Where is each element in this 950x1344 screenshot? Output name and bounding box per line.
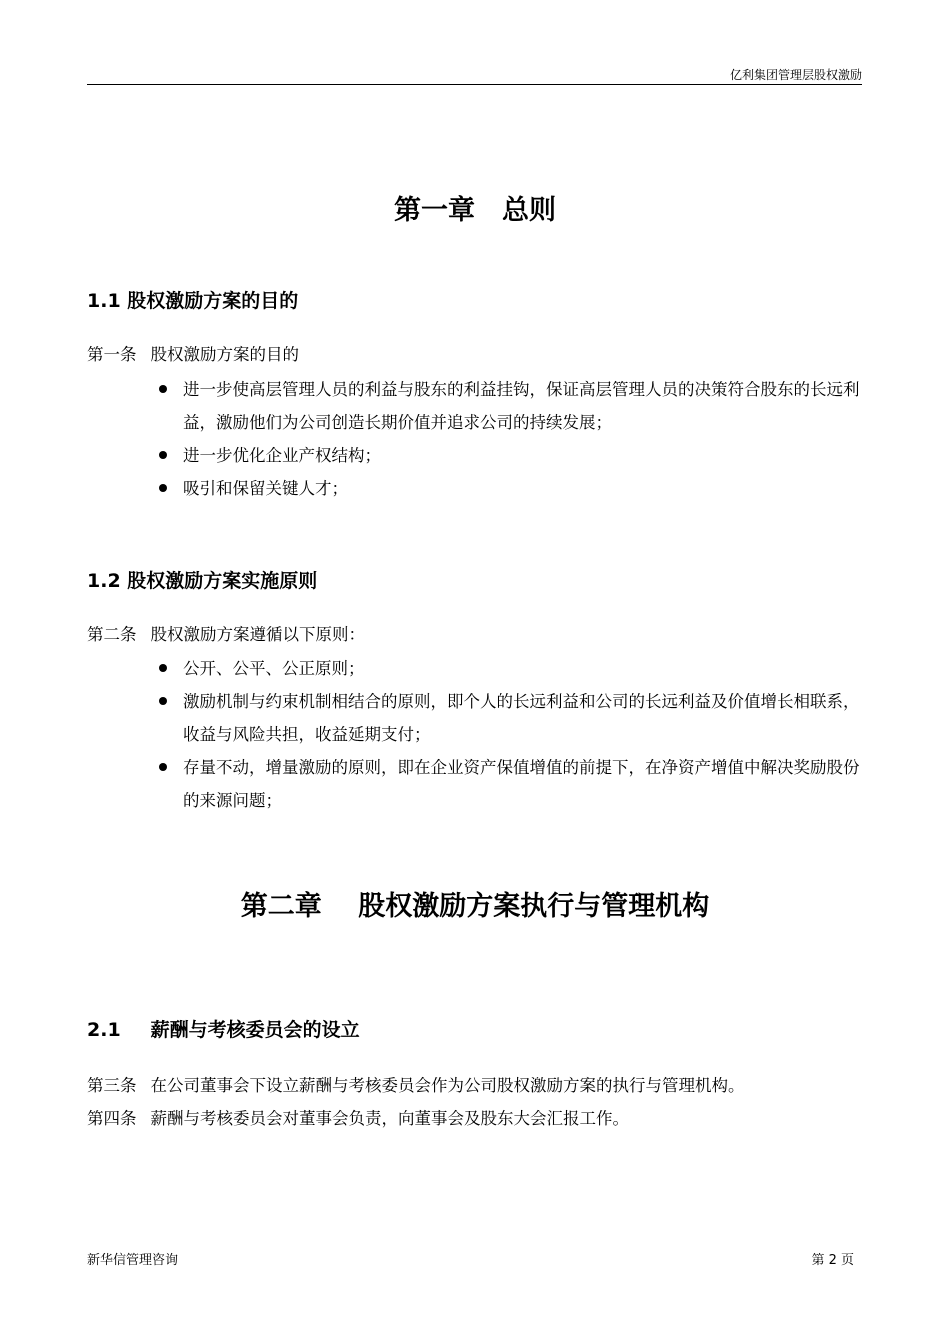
bullet-dot-icon	[159, 664, 167, 672]
article-text: 薪酬与考核委员会对董事会负责，向董事会及股东大会汇报工作。	[150, 1109, 629, 1128]
list-item: 吸引和保留关键人才；	[157, 472, 867, 505]
section-text: 薪酬与考核委员会的设立	[150, 1019, 360, 1041]
list-item: 公开、公平、公正原则；	[157, 652, 867, 685]
header-title: 亿利集团管理层股权激励	[729, 68, 862, 82]
article-number: 第三条	[87, 1076, 137, 1095]
chapter-2-title: 第二章 股权激励方案执行与管理机构	[240, 891, 710, 922]
footer-page-number: 第 2 页	[811, 1253, 854, 1268]
list-item: 进一步使高层管理人员的利益与股东的利益挂钩，保证高层管理人员的决策符合股东的长远利益，激励他们为公司创造长期价值并追求公司的持续发展；	[157, 373, 867, 439]
article-text: 在公司董事会下设立薪酬与考核委员会作为公司股权激励方案的执行与管理机构。	[150, 1076, 745, 1095]
chapter-1-title: 第一章 总则	[394, 195, 556, 226]
bullet-dot-icon	[159, 697, 167, 705]
page-header	[87, 64, 862, 85]
list-item: 存量不动，增量激励的原则，即在企业资产保值增值的前提下，在净资产增值中解决奖励股份的来源问题；	[157, 751, 867, 817]
article-number: 第四条	[87, 1109, 137, 1128]
article-number: 第二条	[87, 625, 137, 644]
article-1	[87, 344, 299, 366]
section-number: 2.1	[87, 1019, 121, 1041]
section-1-2-title: 1.2 股权激励方案实施原则	[87, 570, 318, 592]
section-2-1-title	[87, 1015, 360, 1042]
bullet-list-1	[157, 373, 867, 505]
bullet-dot-icon	[159, 763, 167, 771]
article-number: 第一条	[87, 345, 137, 364]
section-1-1-title: 1.1 股权激励方案的目的	[87, 290, 299, 312]
article-text: 股权激励方案遵循以下原则：	[150, 625, 365, 644]
article-text: 股权激励方案的目的	[150, 345, 299, 364]
list-item: 进一步优化企业产权结构；	[157, 439, 867, 472]
footer-company: 新华信管理咨询	[87, 1253, 179, 1268]
bullet-list-2	[157, 652, 867, 817]
article-4	[87, 1108, 629, 1130]
article-2	[87, 624, 365, 646]
list-item: 激励机制与约束机制相结合的原则，即个人的长远利益和公司的长远利益及价值增长相联系，收益与风险共担，收益延期支付；	[157, 685, 867, 751]
bullet-dot-icon	[159, 385, 167, 393]
bullet-dot-icon	[159, 451, 167, 459]
article-3	[87, 1075, 745, 1097]
bullet-dot-icon	[159, 484, 167, 492]
